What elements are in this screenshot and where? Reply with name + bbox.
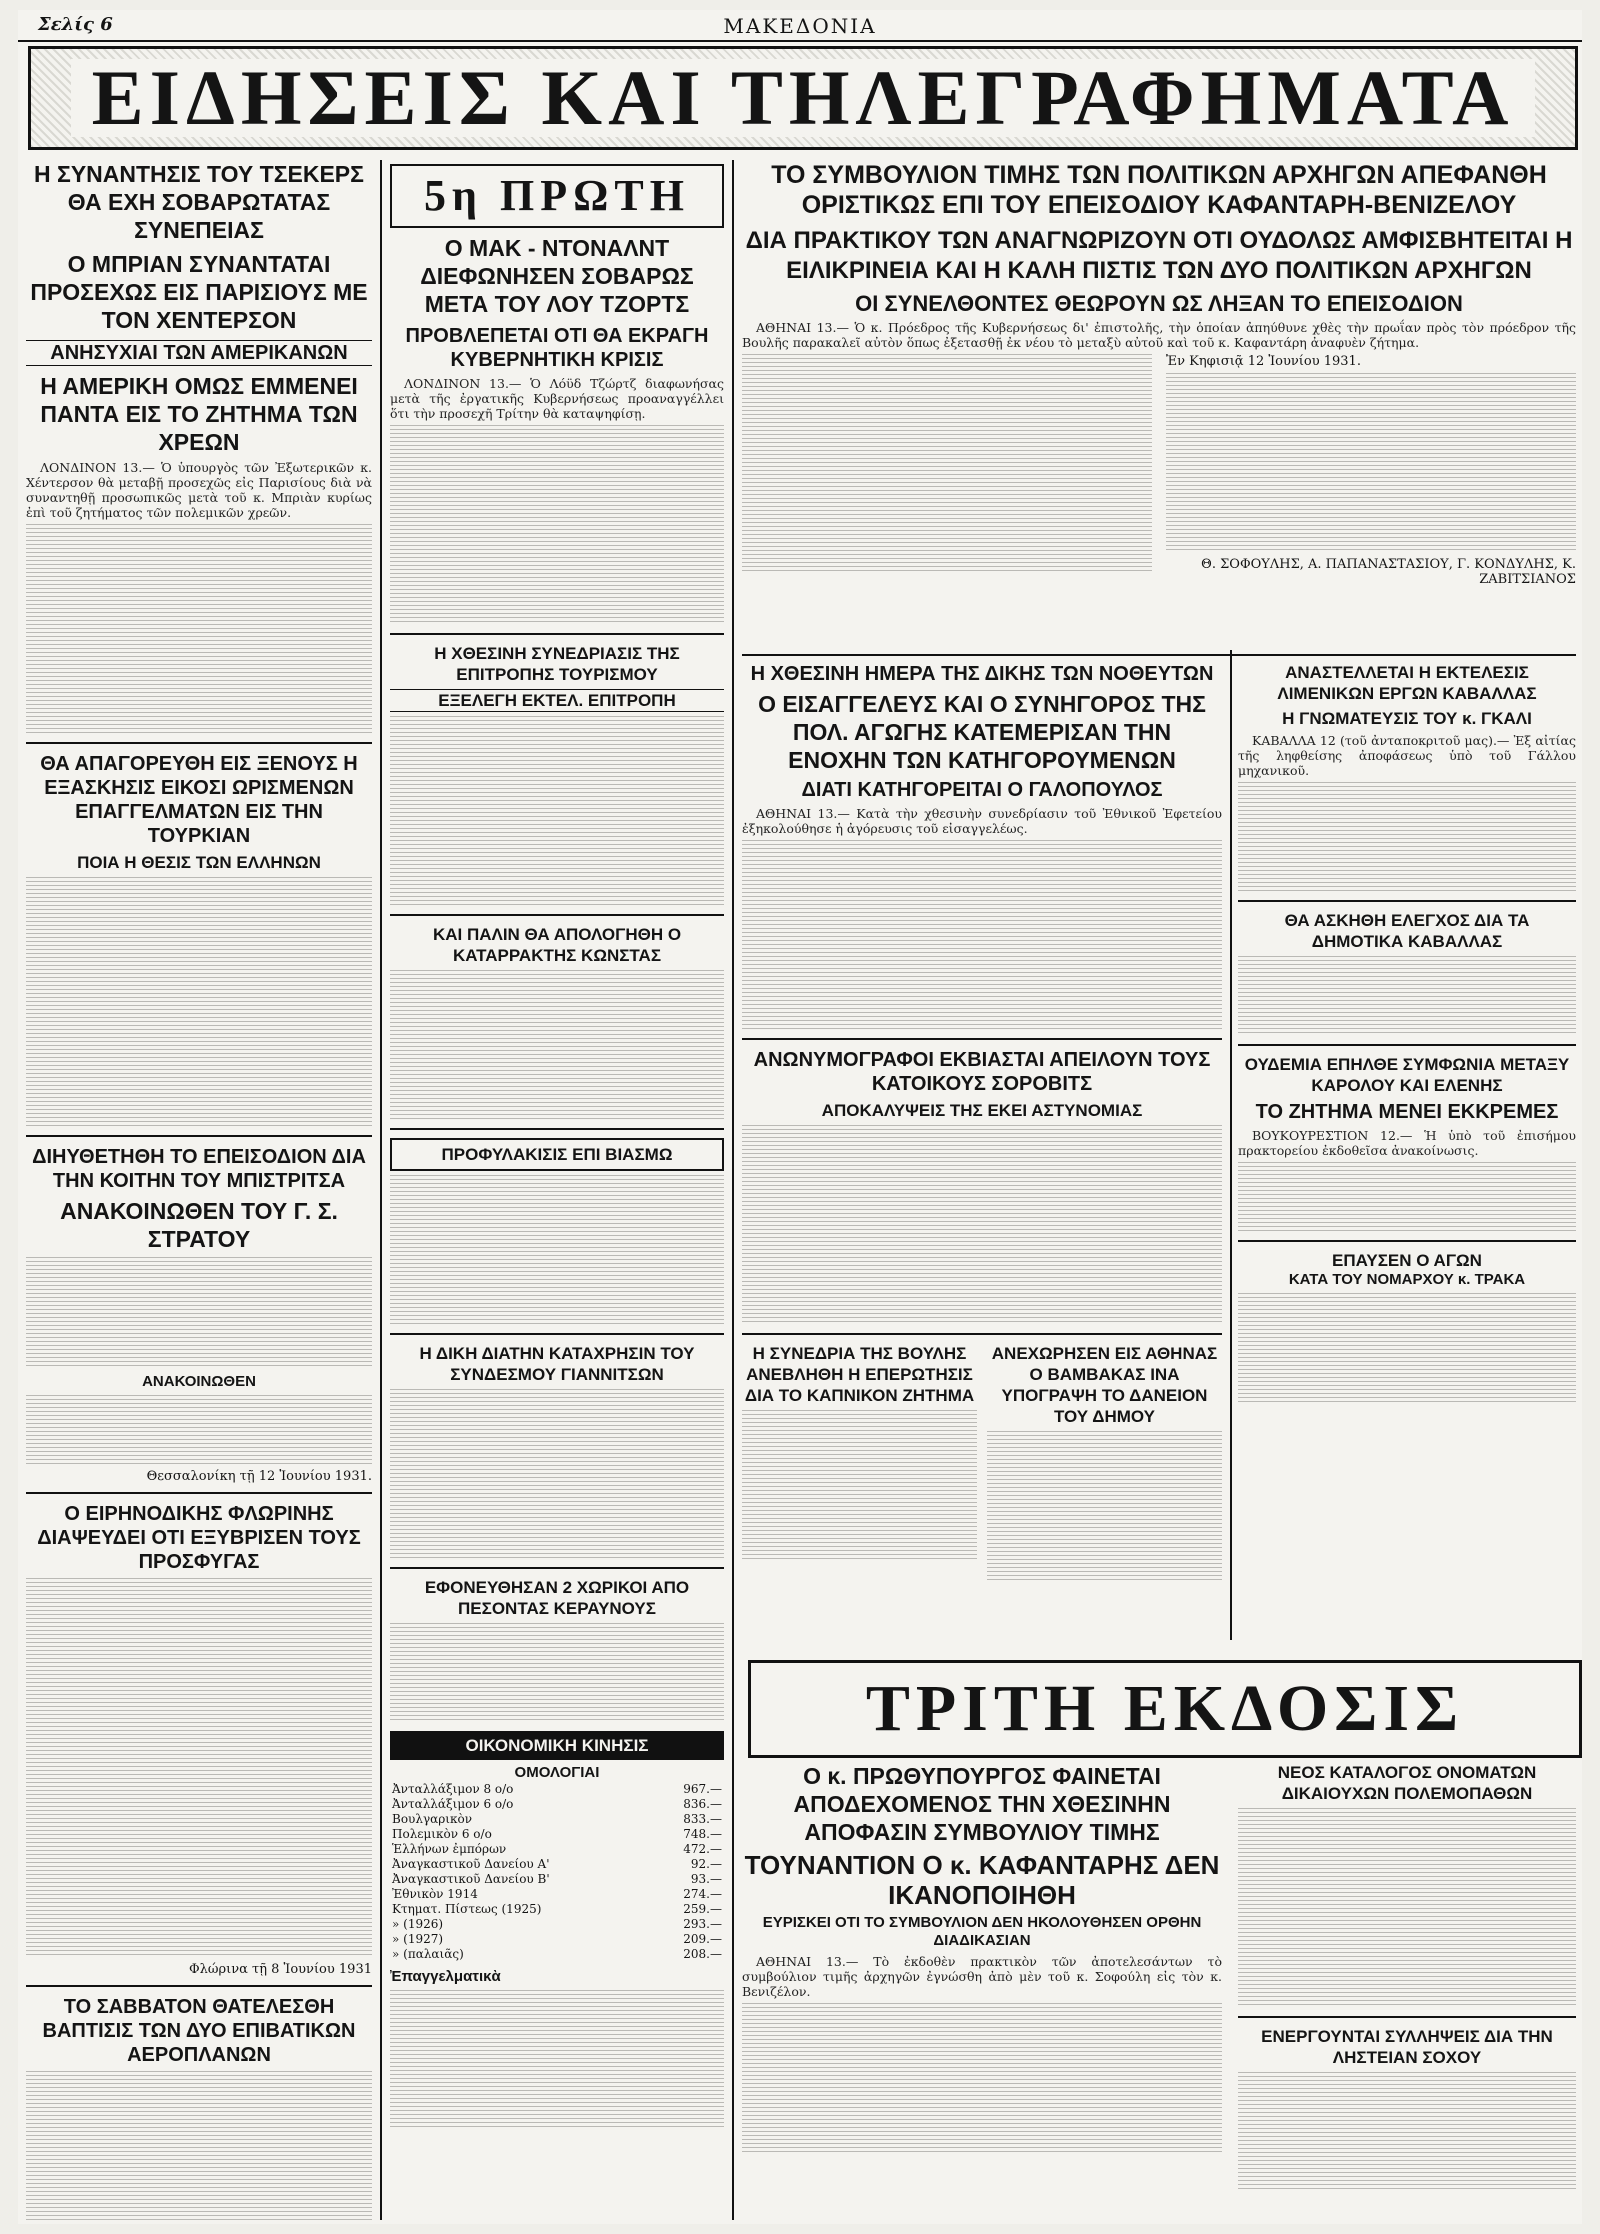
headline: ΘΑ ΑΠΑΓΟΡΕΥΘΗ ΕΙΣ ΞΕΝΟΥΣ Η ΕΞΑΣΚΗΣΙΣ ΕΙΚΟΣΙ ΩΡΙΣΜΕΝΩΝ ΕΠΑΓΓΕΛΜΑΤΩΝ ΕΙΣ ΤΗΝ ΤΟΥΡΚΙΑΝ: [40, 753, 358, 847]
headline: Ο κ. ΠΡΩΘΥΠΟΥΡΓΟΣ ΦΑΙΝΕΤΑΙ ΑΠΟΔΕΧΟΜΕΝΟΣ ΤΗΝ ΧΘΕΣΙΝΗΝ ΑΠΟΦΑΣΙΝ ΣΥΜΒΟΥΛΙΟΥ ΤΙΜΗΣ: [793, 1763, 1171, 1845]
edition-banner: 5η ΠΡΩΤΗ: [390, 164, 724, 228]
article-body: [1238, 782, 1576, 892]
divider: [1238, 900, 1576, 902]
divider: [390, 1567, 724, 1569]
subheading: ΟΜΟΛΟΓΙΑΙ: [514, 1764, 600, 1781]
headline: ΟΥΔΕΜΙΑ ΕΠΗΛΘΕ ΣΥΜΦΩΝΙΑ ΜΕΤΑΞΥ ΚΑΡΟΛΟΥ ΚΑΙ ΕΛΕΝΗΣ: [1244, 1055, 1570, 1095]
article-lead: ΛΟΝΔΙΝΟΝ 13.— Ὁ Λόϋδ Τζώρτζ διαφωνήσας μετὰ τῆς ἐργατικῆς Κυβερνήσεως προαναγγέλλει ὅτι τὴν προσεχῆ Τρίτην θὰ καταψηφίσῃ.: [390, 376, 724, 421]
column-rule: [1230, 650, 1232, 1640]
subheadline: ΔΙΑΤΙ ΚΑΤΗΓΟΡΕΙΤΑΙ Ο ΓΑΛΟΠΟΥΛΟΣ: [801, 779, 1163, 801]
column-rule: [380, 160, 382, 2220]
headline: ΑΝΩΝΥΜΟΓΡΑΦΟΙ ΕΚΒΙΑΣΤΑΙ ΑΠΕΙΛΟΥΝ ΤΟΥΣ ΚΑΤΟΙΚΟΥΣ ΣΟΡΟΒΙΤΣ: [753, 1049, 1211, 1095]
headline: ΑΝΕΧΩΡΗΣΕΝ ΕΙΣ ΑΘΗΝΑΣ Ο ΒΑΜΒΑΚΑΣ ΙΝΑ ΥΠΟΓΡΑΨΗ ΤΟ ΔΑΝΕΙΟΝ ΤΟΥ ΔΗΜΟΥ: [991, 1344, 1218, 1426]
divider: [1238, 2016, 1576, 2018]
masthead-banner: [28, 46, 1578, 150]
bond-row: [390, 1797, 724, 1812]
divider: [1238, 1044, 1576, 1046]
bond-value: 209.—: [683, 1932, 722, 1946]
article-body: [742, 840, 1222, 1030]
column-4: [1238, 662, 1576, 1656]
headline: ΑΝΑΣΤΕΛΛΕΤΑΙ Η ΕΚΤΕΛΕΣΙΣ ΛΙΜΕΝΙΚΩΝ ΕΡΓΩΝ ΚΑΒΑΛΛΑΣ: [1277, 663, 1537, 703]
headline: ΚΑΙ ΠΑΛΙΝ ΘΑ ΑΠΟΛΟΓΗΘΗ Ο ΚΑΤΑΡΡΑΚΤΗΣ ΚΩΝΣΤΑΣ: [432, 925, 682, 965]
headline: ΘΑ ΑΣΚΗΘΗ ΕΛΕΓΧΟΣ ΔΙΑ ΤΑ ΔΗΜΟΤΙΚΑ ΚΑΒΑΛΛΑΣ: [1284, 911, 1530, 951]
third-edition-article: [742, 1762, 1222, 2220]
page-number: Σελίς 6: [38, 14, 113, 35]
bond-row: [390, 1827, 724, 1842]
article-body: [742, 1125, 1222, 1325]
bond-value: 259.—: [683, 1902, 722, 1916]
divider: [742, 1038, 1222, 1040]
headline: Η ΧΘΕΣΙΝΗ ΣΥΝΕΔΡΙΑΣΙΣ ΤΗΣ ΕΠΙΤΡΟΠΗΣ ΤΟΥΡΙΣΜΟΥ: [434, 644, 680, 684]
newspaper-page: [18, 10, 1582, 2224]
article-body: [390, 716, 724, 906]
column-1: [26, 160, 372, 2220]
headline: Η ΔΙΚΗ ΔΙΑΤΗΝ ΚΑΤΑΧΡΗΣΙΝ ΤΟΥ ΣΥΝΔΕΣΜΟΥ ΓΙΑΝΝΙΤΣΩΝ: [419, 1344, 695, 1384]
bond-value: 93.—: [690, 1872, 722, 1886]
dateline: Φλώρινα τῇ 8 Ἰουνίου 1931: [188, 1962, 372, 1977]
headline: ΠΡΟΦΥΛΑΚΙΣΙΣ ΕΠΙ ΒΙΑΣΜΩ: [390, 1138, 724, 1171]
bond-value: 293.—: [683, 1917, 722, 1931]
subheadline: ΑΝΑΚΟΙΝΩΘΕΝ ΤΟΥ Γ. Σ. ΣΤΡΑΤΟΥ: [60, 1198, 338, 1252]
bond-row: [390, 1857, 724, 1872]
headline: Η ΧΘΕΣΙΝΗ ΗΜΕΡΑ ΤΗΣ ΔΙΚΗΣ ΤΩΝ ΝΟΘΕΥΤΩΝ: [750, 663, 1214, 685]
article-body: [987, 1431, 1222, 1581]
paper-name: ΜΑΚΕΔΟΝΙΑ: [723, 14, 877, 38]
bond-value: 92.—: [690, 1857, 722, 1871]
headline: ΤΟΥΝΑΝΤΙΟΝ Ο κ. ΚΑΦΑΝΤΑΡΗΣ ΔΕΝ ΙΚΑΝΟΠΟΙΗΘΗ: [744, 1850, 1220, 1910]
article-columns: [742, 1343, 1222, 1581]
third-edition-title: ΤΡΙΤΗ ΕΚΔΟΣΙΣ: [865, 1672, 1465, 1745]
section-heading: ΟΙΚΟΝΟΜΙΚΗ ΚΙΝΗΣΙΣ: [390, 1731, 724, 1760]
third-edition-banner: [748, 1660, 1582, 1758]
bond-name: Ἀναγκαστικοῦ Δανείου Α': [392, 1857, 550, 1871]
article-lead: ΚΑΒΑΛΛΑ 12 (τοῦ ἀνταποκριτοῦ μας).— Ἐξ αἰτίας τῆς ληφθείσης ἀποφάσεως ὑπὸ τοῦ Γάλλου μηχανικοῦ.: [1238, 733, 1576, 778]
subheading: ΑΝΑΚΟΙΝΩΘΕΝ: [142, 1373, 256, 1390]
article-body: [390, 970, 724, 1120]
bond-name: » (1927): [392, 1932, 444, 1946]
bond-row: [390, 1947, 724, 1962]
article-body: [1238, 1808, 1576, 2008]
headline: Η ΣΥΝΕΔΡΙΑ ΤΗΣ ΒΟΥΛΗΣ ΑΝΕΒΛΗΘΗ Η ΕΠΕΡΩΤΗΣΙΣ ΔΙΑ ΤΟ ΚΑΠΝΙΚΟΝ ΖΗΤΗΜΑ: [744, 1344, 975, 1405]
bond-row: [390, 1917, 724, 1932]
article-lead: ΑΘΗΝΑΙ 13.— Κατὰ τὴν χθεσινὴν συνεδρίασιν τοῦ Ἐθνικοῦ Ἐφετείου ἐξηκολούθησε ἡ ἀγόρευσις τοῦ εἰσαγγελέως.: [742, 806, 1222, 836]
article-body: [390, 425, 724, 625]
subheadline: ΑΝΗΣΥΧΙΑΙ ΤΩΝ ΑΜΕΡΙΚΑΝΩΝ: [26, 340, 372, 366]
subheadline: ΠΡΟΒΛΕΠΕΤΑΙ ΟΤΙ ΘΑ ΕΚΡΑΓΗ ΚΥΒΕΡΝΗΤΙΚΗ ΚΡΙΣΙΣ: [405, 325, 709, 371]
headline: ΔΙΑ ΠΡΑΚΤΙΚΟΥ ΤΩΝ ΑΝΑΓΝΩΡΙΖΟΥΝ ΟΤΙ ΟΥΔΟΛΩΣ ΑΜΦΙΣΒΗΤΕΙΤΑΙ Η ΕΙΛΙΚΡΙΝΕΙΑ ΚΑΙ Η ΚΑΛΗ ΠΙΣΤΙΣ ΤΩΝ ΔΥΟ ΠΟΛΙΤΙΚΩΝ ΑΡΧΗΓΩΝ: [745, 227, 1573, 284]
divider: [742, 1333, 1222, 1335]
bond-name: » (1926): [392, 1917, 444, 1931]
bond-row: [390, 1902, 724, 1917]
subheadline: ΤΟ ΖΗΤΗΜΑ ΜΕΝΕΙ ΕΚΚΡΕΜΕΣ: [1255, 1101, 1559, 1123]
headline: Η ΑΜΕΡΙΚΗ ΟΜΩΣ ΕΜΜΕΝΕΙ ΠΑΝΤΑ ΕΙΣ ΤΟ ΖΗΤΗΜΑ ΤΩΝ ΧΡΕΩΝ: [40, 373, 358, 455]
article-body: [390, 1623, 724, 1723]
article-body: [1238, 1162, 1576, 1232]
subheadline: ΕΞΕΛΕΓΗ ΕΚΤΕΛ. ΕΠΙΤΡΟΠΗ: [390, 689, 724, 712]
subheadline: ΑΠΟΚΑΛΥΨΕΙΣ ΤΗΣ ΕΚΕΙ ΑΣΤΥΝΟΜΙΑΣ: [821, 1101, 1143, 1120]
bond-name: Κτηματ. Πίστεως (1925): [392, 1902, 542, 1916]
article-body: [26, 524, 372, 734]
headline: ΕΠΑΥΣΕΝ Ο ΑΓΩΝ: [1332, 1251, 1482, 1270]
divider: [1238, 1240, 1576, 1242]
bond-value: 833.—: [683, 1812, 722, 1826]
bond-value: 967.—: [683, 1782, 722, 1796]
divider: [742, 654, 1576, 656]
page-top-row: [18, 10, 1582, 42]
divider: [26, 1985, 372, 1987]
signatures: Θ. ΣΟΦΟΥΛΗΣ, Α. ΠΑΠΑΝΑΣΤΑΣΙΟΥ, Γ. ΚΟΝΔΥΛΗΣ, Κ. ΖΑΒΙΤΣΙΑΝΟΣ: [1201, 557, 1576, 587]
subheadline: ΚΑΤΑ ΤΟΥ ΝΟΜΑΡΧΟΥ κ. ΤΡΑΚΑ: [1288, 1271, 1526, 1288]
bond-value: 472.—: [683, 1842, 722, 1856]
bond-name: Πολεμικὸν 6 ο/ο: [392, 1827, 492, 1841]
article-body: [26, 1257, 372, 1367]
article-body: [742, 354, 1152, 574]
bond-name: » (παλαιᾶς): [392, 1947, 464, 1961]
subheadline: Η ΓΝΩΜΑΤΕΥΣΙΣ ΤΟΥ κ. ΓΚΑΛΙ: [1282, 709, 1532, 728]
subheadline: ΠΟΙΑ Η ΘΕΣΙΣ ΤΩΝ ΕΛΛΗΝΩΝ: [77, 853, 321, 872]
divider: [390, 1128, 724, 1130]
bond-row: [390, 1932, 724, 1947]
headline: ΔΙΗΥΘΕΤΗΘΗ ΤΟ ΕΠΕΙΣΟΔΙΟΝ ΔΙΑ ΤΗΝ ΚΟΙΤΗΝ ΤΟΥ ΜΠΙΣΤΡΙΤΣΑ: [32, 1146, 366, 1192]
article-body: [1238, 2072, 1576, 2192]
headline: ΝΕΟΣ ΚΑΤΑΛΟΓΟΣ ΟΝΟΜΑΤΩΝ ΔΙΚΑΙΟΥΧΩΝ ΠΟΛΕΜΟΠΑΘΩΝ: [1277, 1763, 1537, 1803]
divider: [390, 914, 724, 916]
headline: Ο ΜΑΚ - ΝΤΟΝΑΛΝΤ ΔΙΕΦΩΝΗΣΕΝ ΣΟΒΑΡΩΣ ΜΕΤΑ ΤΟΥ ΛΟΥ ΤΖΟΡΤΣ: [420, 235, 694, 317]
bond-value: 836.—: [683, 1797, 722, 1811]
article-body: [26, 2071, 372, 2220]
article-lead: ΛΟΝΔΙΝΟΝ 13.— Ὁ ὑπουργὸς τῶν Ἐξωτερικῶν κ. Χέντερσον θὰ μεταβῇ προσεχῶς εἰς Παρισίους διὰ νὰ συναντηθῇ προσωπικῶς μετὰ τοῦ κ. Μπριὰν κυρίως ἐπὶ τοῦ ζητήματος τῶν πολεμικῶν χρεῶν.: [26, 460, 372, 520]
bond-value: 748.—: [683, 1827, 722, 1841]
article-body: [1238, 1293, 1576, 1403]
headline: Ο ΕΙΡΗΝΟΔΙΚΗΣ ΦΛΩΡΙΝΗΣ ΔΙΑΨΕΥΔΕΙ ΟΤΙ ΕΞΥΒΡΙΣΕΝ ΤΟΥΣ ΠΡΟΣΦΥΓΑΣ: [37, 1503, 361, 1573]
article-body: [26, 1395, 372, 1465]
subheadline: ΟΙ ΣΥΝΕΛΘΟΝΤΕΣ ΘΕΩΡΟΥΝ ΩΣ ΛΗΞΑΝ ΤΟ ΕΠΕΙΣΟΔΙΟΝ: [855, 291, 1463, 316]
bond-name: Ἐθνικὸν 1914: [392, 1887, 478, 1901]
bond-table: [390, 1782, 724, 1962]
bond-row: [390, 1782, 724, 1797]
article-lead: ΑΘΗΝΑΙ 13.— Ὁ κ. Πρόεδρος τῆς Κυβερνήσεως δι' ἐπιστολῆς, τὴν ὁποίαν ἀπηύθυνε χθὲς τὴν πρωΐαν πρὸς τὸν πρόεδρον τῆς Βουλῆς παρακαλεῖ αὐτὸν ὅπως ἐξετασθῇ ἐκ νέου τὸ μεταξὺ αὐτοῦ καὶ τοῦ κ. Καφαντάρη ἀναφυὲν ζήτημα.: [742, 320, 1576, 350]
article-body: [1238, 956, 1576, 1036]
article-body: [26, 877, 372, 1127]
bond-name: Ἀναγκαστικοῦ Δανείου Β': [392, 1872, 550, 1886]
bond-name: Βουλγαρικὸν: [392, 1812, 472, 1826]
subheading: Ἐπαγγελματικὰ: [390, 1968, 501, 1985]
column-3-top: [742, 160, 1576, 650]
bond-name: Ἀνταλλάξιμον 6 ο/ο: [392, 1797, 514, 1811]
headline: Ο ΜΠΡΙΑΝ ΣΥΝΑΝΤΑΤΑΙ ΠΡΟΣΕΧΩΣ ΕΙΣ ΠΑΡΙΣΙΟΥΣ ΜΕ ΤΟΝ ΧΕΝΤΕΡΣΟΝ: [30, 251, 368, 333]
article-body: [390, 1175, 724, 1325]
article-body: [1166, 373, 1576, 553]
article-body: [390, 1990, 724, 2130]
bond-row: [390, 1812, 724, 1827]
bond-row: [390, 1872, 724, 1887]
column-4-bottom: [1238, 1762, 1576, 2220]
article-body: [742, 2003, 1222, 2153]
headline: Η ΣΥΝΑΝΤΗΣΙΣ ΤΟΥ ΤΣΕΚΕΡΣ ΘΑ ΕΧΗ ΣΟΒΑΡΩΤΑΤΑΣ ΣΥΝΕΠΕΙΑΣ: [34, 161, 364, 243]
column-rule: [732, 160, 734, 2220]
article-body: [742, 1410, 977, 1560]
headline: ΤΟ ΣΥΜΒΟΥΛΙΟΝ ΤΙΜΗΣ ΤΩΝ ΠΟΛΙΤΙΚΩΝ ΑΡΧΗΓΩΝ ΑΠΕΦΑΝΘΗ ΟΡΙΣΤΙΚΩΣ ΕΠΙ ΤΟΥ ΕΠΕΙΣΟΔΙΟΥ ΚΑΦΑΝΤΑΡΗ-ΒΕΝΙΖΕΛΟΥ: [771, 161, 1547, 219]
bond-row: [390, 1842, 724, 1857]
divider: [26, 1492, 372, 1494]
bond-name: Ἀνταλλάξιμον 8 ο/ο: [392, 1782, 514, 1796]
dateline: Θεσσαλονίκη τῇ 12 Ἰουνίου 1931.: [146, 1469, 372, 1484]
divider: [26, 1135, 372, 1137]
bond-value: 208.—: [683, 1947, 722, 1961]
column-2: [390, 160, 724, 2220]
article-lead: ΑΘΗΝΑΙ 13.— Τὸ ἐκδοθὲν πρακτικὸν τῶν ἀποτελεσάντων τὸ συμβούλιον τιμῆς ἀρχηγῶν ἐγνώσθη ἀπὸ μὲν τοῦ κ. Σοφούλη εἰς τὸν κ. Βενιζέλον.: [742, 1954, 1222, 1999]
headline: ΤΟ ΣΑΒΒΑΤΟΝ ΘΑΤΕΛΕΣΘΗ ΒΑΠΤΙΣΙΣ ΤΩΝ ΔΥΟ ΕΠΙΒΑΤΙΚΩΝ ΑΕΡΟΠΛΑΝΩΝ: [42, 1996, 356, 2066]
headline: ΕΦΟΝΕΥΘΗΣΑΝ 2 ΧΩΡΙΚΟΙ ΑΠΟ ΠΕΣΟΝΤΑΣ ΚΕΡΑΥΝΟΥΣ: [424, 1578, 690, 1618]
article-body: [26, 1578, 372, 1958]
subheadline: ΕΥΡΙΣΚΕΙ ΟΤΙ ΤΟ ΣΥΜΒΟΥΛΙΟΝ ΔΕΝ ΗΚΟΛΟΥΘΗΣΕΝ ΟΡΘΗΝ ΔΙΑΔΙΚΑΣΙΑΝ: [762, 1914, 1202, 1949]
divider: [390, 1333, 724, 1335]
bond-name: Ἑλλήνων ἐμπόρων: [392, 1842, 507, 1856]
dateline: Ἐν Κηφισιᾷ 12 Ἰουνίου 1931.: [1166, 354, 1361, 369]
bond-row: [390, 1887, 724, 1902]
headline: ΕΝΕΡΓΟΥΝΤΑΙ ΣΥΛΛΗΨΕΙΣ ΔΙΑ ΤΗΝ ΛΗΣΤΕΙΑΝ ΣΟΧΟΥ: [1261, 2027, 1553, 2067]
article-lead: ΒΟΥΚΟΥΡΕΣΤΙΟΝ 12.— Ἡ ὑπὸ τοῦ ἐπισήμου πρακτορείου ἐκδοθεῖσα ἀνακοίνωσις.: [1238, 1128, 1576, 1158]
divider: [390, 633, 724, 635]
masthead-title: ΕΙΔΗΣΕΙΣ ΚΑΙ ΤΗΛΕΓΡΑΦΗΜΑΤΑ: [71, 59, 1535, 137]
divider: [26, 742, 372, 744]
headline: Ο ΕΙΣΑΓΓΕΛΕΥΣ ΚΑΙ Ο ΣΥΝΗΓΟΡΟΣ ΤΗΣ ΠΟΛ. ΑΓΩΓΗΣ ΚΑΤΕΜΕΡΙΣΑΝ ΤΗΝ ΕΝΟΧΗΝ ΤΩΝ ΚΑΤΗΓΟΡΟΥΜΕΝΩΝ: [758, 691, 1206, 773]
column-3-left: [742, 662, 1222, 1656]
article-body: [390, 1389, 724, 1559]
article-columns: [742, 350, 1576, 587]
bond-value: 274.—: [683, 1887, 722, 1901]
